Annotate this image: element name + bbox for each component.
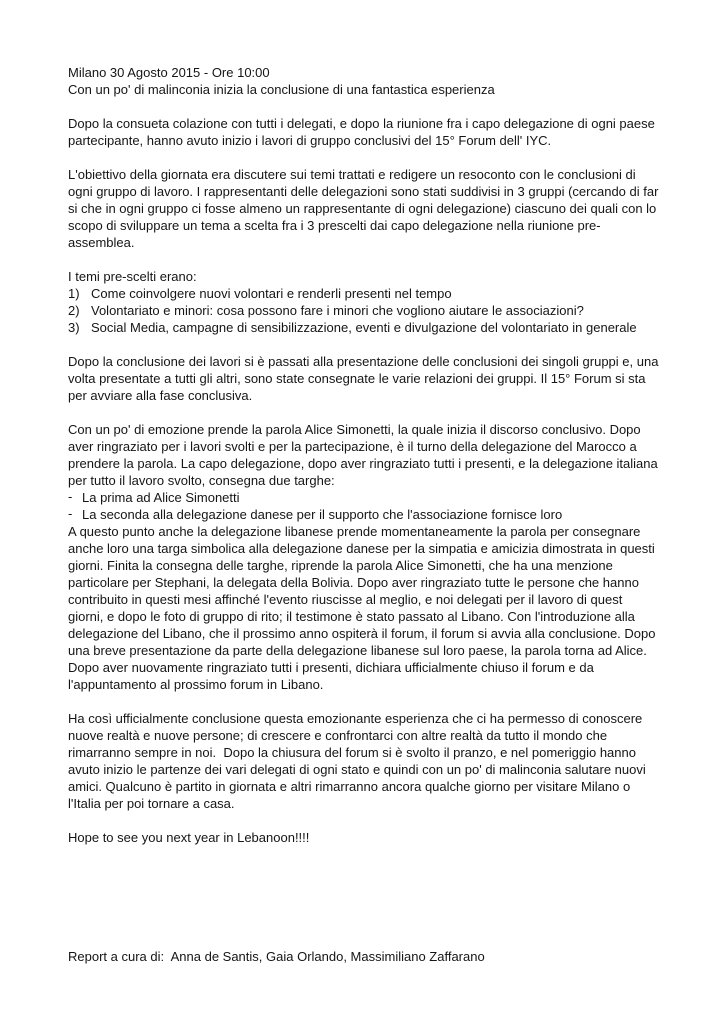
paragraph-breakfast: Dopo la consueta colazione con tutti i delegati, e dopo la riunione fra i capo delegazione di ogni paese partecipante, hanno avuto inizio i lavori di gruppo conclusivi del 15° Forum dell' IYC. (68, 116, 659, 148)
topic-item-marker: 3) (68, 320, 80, 335)
topic-item-text: Volontariato e minori: cosa possono fare i minori che vogliono aiutare le associazioni? (91, 303, 584, 318)
plaque-list-item (68, 489, 659, 506)
topic-item-marker: 2) (68, 303, 80, 318)
plaque-item-text: La prima ad Alice Simonetti (82, 490, 240, 505)
topics-intro: I temi pre-scelti erano: (68, 269, 197, 284)
closing-line: Hope to see you next year in Lebanoon!!!! (68, 830, 310, 845)
topic-item-text: Come coinvolgere nuovi volontari e renderli presenti nel tempo (91, 286, 452, 301)
plaque-item-marker: - (68, 506, 73, 521)
paragraph-speech-intro: Con un po' di emozione prende la parola Alice Simonetti, la quale inizia il discorso conclusivo. Dopo aver ringraziato per i lavori svolti e per la partecipazione, è il turno della delegazione del Marocco a prendere la parola. La capo delegazione, dopo aver ringraziato tutti i presenti, e la delegazione italiana per tutto il lavoro svolto, consegna due targhe: (68, 422, 662, 488)
doc-subtitle-line: Con un po' di malinconia inizia la conclusione di una fantastica esperienza (68, 82, 495, 97)
paragraph-conclusion: Ha così ufficialmente conclusione questa emozionante esperienza che ci ha permesso di conoscere nuove realtà e nuove persone; di crescere e confrontarci con altre realtà da tutto il mondo che rimarranno sempre in noi. Dopo la chiusura del forum si è svolto il pranzo, e nel pomeriggio hanno avuto inizio le partenze dei vari delegati di ogni stato e quindi con un po' di malinconia salutare nuovi amici. Qualcuno è partito in giornata e altri rimarranno ancora qualche giorno per visitare Milano o l'Italia per poi tornare a casa. (68, 711, 650, 811)
plaque-list-item (68, 506, 659, 523)
topic-item-text: Social Media, campagne di sensibilizzazione, eventi e divulgazione del volontariato in generale (91, 320, 637, 335)
paragraph-after-works: Dopo la conclusione dei lavori si è passati alla presentazione delle conclusioni dei singoli gruppi e, una volta presentate a tutti gli altri, sono state consegnate le varie relazioni dei gruppi. Il 15° Forum si sta per avviare alla fase conclusiva. (68, 354, 663, 403)
topic-list-item (68, 319, 659, 336)
paragraph-objective: L'obiettivo della giornata era discutere sui temi trattati e redigere un resoconto con le conclusioni di ogni gruppo di lavoro. I rappresentanti delle delegazioni sono stati suddivisi in 3 gruppi (cercando di far si che in ogni gruppo ci fosse almeno un rappresentante di ogni delegazione) ciascuno dei quali con lo scopo di sviluppare un tema a scelta fra i 3 prescelti dai capo delegazione nella riunione pre-assemblea. (68, 167, 663, 250)
doc-date-line: Milano 30 Agosto 2015 - Ore 10:00 (68, 65, 270, 80)
topic-list-item (68, 302, 659, 319)
topic-item-marker: 1) (68, 286, 80, 301)
credits-line: Report a cura di: Anna de Santis, Gaia Orlando, Massimiliano Zaffarano (68, 949, 485, 964)
plaque-item-text: La seconda alla delegazione danese per il supporto che l'associazione fornisce loro (82, 507, 563, 522)
plaque-item-marker: - (68, 489, 73, 504)
topic-list-item (68, 285, 659, 302)
paragraph-after-plaques: A questo punto anche la delegazione libanese prende momentaneamente la parola per consegnare anche loro una targa simbolica alla delegazione danese per la simpatia e amicizia dimostrata in questi giorni. Finita la consegna delle targhe, riprende la parola Alice Simonetti, che ha una menzione particolare per Stephani, la delegata della Bolivia. Dopo aver ringraziato tutte le persone che hanno contribuito in questi mesi affinché l'evento riuscisse al meglio, e noi delegati per il lavoro di quest giorni, e dopo le foto di gruppo di rito; il testimone è stato passato al Libano. Con l'introduzione alla delegazione del Libano, che il prossimo anno ospiterà il forum, il forum si avvia alla conclusione. Dopo una breve presentazione da parte della delegazione libanese sul loro paese, la parola torna ad Alice. Dopo aver nuovamente ringraziato tutti i presenti, dichiara ufficialmente chiuso il forum e da l'appuntamento al prossimo forum in Libano. (68, 524, 660, 692)
